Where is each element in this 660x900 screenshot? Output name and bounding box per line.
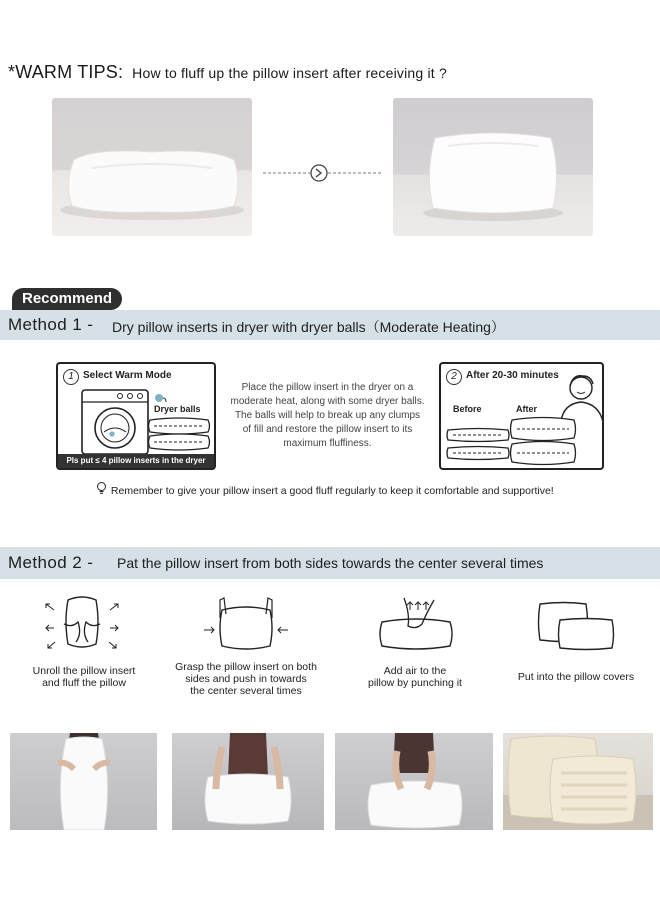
step-covers-label: Put into the pillow covers — [517, 671, 635, 683]
method-2-label: Method 2 - — [8, 553, 94, 572]
dryer-balls-label: Dryer balls — [154, 404, 201, 414]
dryer-ball-icon — [154, 392, 168, 404]
lightbulb-icon — [96, 482, 107, 494]
method-1-description: Dry pillow inserts in dryer with dryer balls（Moderate Heating） — [112, 319, 505, 335]
fluffy-pillows-icon — [509, 416, 577, 466]
warm-tips-question: How to fluff up the pillow insert after receiving it ? — [132, 65, 447, 81]
method-1-label: Method 1 - — [8, 315, 94, 334]
punch-air-icon — [374, 596, 458, 654]
after-label: After — [516, 404, 538, 414]
pillow-stack-icon — [146, 416, 212, 454]
grasp-push-icon — [200, 594, 292, 654]
flat-pillow-photo — [52, 98, 252, 236]
step-2-heading: After 20-30 minutes — [466, 370, 559, 381]
flat-pillows-icon — [445, 426, 511, 466]
warm-tips-lead: *WARM TIPS: — [8, 62, 124, 82]
method-1-instructions: Place the pillow insert in the dryer on a moderate heat, along with some dryer balls. The balls will help to break up any clumps of fill and restore the pillow insert to its maximum fluffiness. — [230, 382, 425, 449]
step-2-number: 2 — [446, 369, 462, 385]
person-icon — [559, 370, 605, 422]
unroll-pillow-photo — [10, 733, 157, 830]
washing-machine-icon — [80, 388, 152, 456]
step-1-card — [56, 362, 216, 470]
punch-pillow-photo — [335, 733, 493, 830]
pillow-covers-icon — [534, 600, 618, 654]
step-1-heading: Select Warm Mode — [83, 370, 172, 381]
fluffed-pillow-photo — [393, 98, 593, 236]
recommend-tag: Recommend — [12, 288, 122, 310]
unroll-fluff-icon — [42, 594, 122, 652]
step-2-card — [439, 362, 604, 470]
step-grasp-label: Grasp the pillow insert on both sides and push in towards the center several times — [175, 661, 317, 697]
warm-tips-title — [8, 62, 447, 83]
grasp-pillow-photo — [172, 733, 324, 830]
method-1-banner — [0, 310, 660, 340]
method-2-banner — [0, 547, 660, 579]
fluff-reminder — [96, 482, 554, 497]
method-2-description: Pat the pillow insert from both sides towards the center several times — [117, 555, 544, 571]
step-punch-label: Add air to the pillow by punching it — [368, 665, 462, 689]
before-label: Before — [453, 404, 482, 414]
covered-pillows-photo — [503, 733, 653, 830]
step-unroll-label: Unroll the pillow insert and fluff the pillow — [32, 665, 136, 689]
arrow-right-circle-icon — [263, 163, 383, 183]
step-1-number: 1 — [63, 369, 79, 385]
step-1-footer-note: Pls put ≤ 4 pillow inserts in the dryer — [58, 454, 214, 468]
fluff-reminder-text: Remember to give your pillow insert a good fluff regularly to keep it comfortable and supportive! — [110, 485, 554, 497]
